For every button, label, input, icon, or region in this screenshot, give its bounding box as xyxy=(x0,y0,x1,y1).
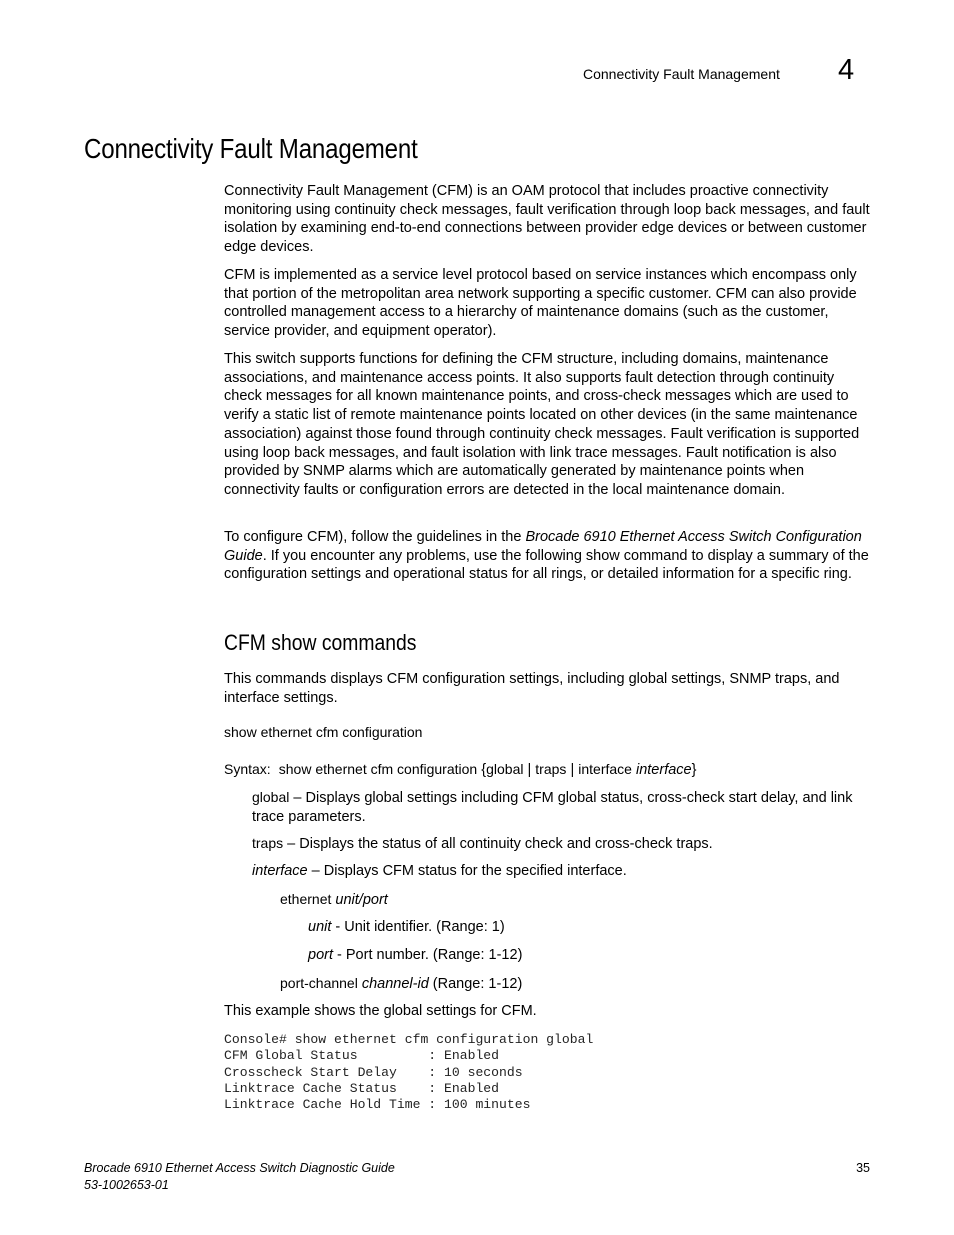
param-description: – Displays CFM status for the specified interface. xyxy=(307,863,627,879)
param-ethernet xyxy=(280,891,388,908)
code-example xyxy=(224,1032,593,1113)
text-before: To configure CFM), follow the guidelines in the xyxy=(224,529,526,545)
syntax-separator: | xyxy=(523,762,536,778)
param-description: – Displays the status of all continuity check and cross-check traps. xyxy=(283,836,713,852)
code-line: CFM Global Status : Enabled xyxy=(224,1048,500,1064)
param-keyword: ethernet xyxy=(280,891,332,907)
syntax-line xyxy=(224,761,696,778)
syntax-interface-param: interface xyxy=(635,762,692,778)
paragraph-text: This switch supports functions for defining the CFM structure, including domains, maintenance associations, and maintenance access points. It also supports fault detection through continuity check messages for all known maintenance points, and cross-check messages which are used to verify a static list of remote maintenance points located on other devices (in the same maintenance association) against those found through continuity check messages. Fault verification is supported using loop back messages, and fault isolation with link trace messages. Fault notification is also provided by SNMP alarms which are automatically generated by maintenance points when connectivity faults or configuration errors are detected in the local maintenance domain. xyxy=(224,351,860,498)
text-after: . If you encounter any problems, use the following show command to display a summary of the configuration settings and operational status for all rings, or detailed information for a specific ring. xyxy=(224,547,869,583)
paragraph-configure xyxy=(224,528,874,584)
section-title: Connectivity Fault Management xyxy=(84,133,418,164)
param-port xyxy=(308,947,522,963)
param-traps xyxy=(252,835,713,852)
param-argument: channel-id xyxy=(361,976,429,992)
paragraph-1 xyxy=(224,182,874,257)
param-description: - Unit identifier. (Range: 1) xyxy=(331,919,505,935)
syntax-option-interface: interface xyxy=(578,761,632,777)
footer-doc-number: 53-1002653-01 xyxy=(84,1178,169,1192)
param-global xyxy=(252,788,874,826)
syntax-separator: | xyxy=(566,762,579,778)
code-line: Crosscheck Start Delay : 10 seconds xyxy=(224,1064,523,1080)
param-keyword: port xyxy=(308,947,333,963)
param-unit xyxy=(308,919,505,935)
syntax-close-brace: } xyxy=(691,762,697,778)
param-argument: unit/port xyxy=(335,892,388,908)
param-interface xyxy=(252,863,627,879)
syntax-command: show ethernet cfm configuration xyxy=(278,761,478,777)
syntax-label: Syntax: xyxy=(224,761,271,777)
paragraph-text: This commands displays CFM configuration settings, including global settings, SNMP traps, and interface settings. xyxy=(224,671,840,706)
subsection-intro xyxy=(224,670,874,707)
param-keyword: unit xyxy=(308,919,332,935)
syntax-open-brace: { xyxy=(481,762,487,778)
guide-title-reference: Brocade 6910 Ethernet Access Switch Configuration Guide xyxy=(224,529,862,564)
param-description: (Range: 1-12) xyxy=(428,976,523,992)
footer-guide-title: Brocade 6910 Ethernet Access Switch Diagnostic Guide xyxy=(84,1161,395,1175)
param-keyword: port-channel xyxy=(280,975,358,991)
param-description: - Port number. (Range: 1-12) xyxy=(333,947,523,963)
syntax-option-global: global xyxy=(486,761,524,777)
code-line: Linktrace Cache Status : Enabled xyxy=(224,1080,500,1096)
paragraph-2 xyxy=(224,266,874,341)
code-line: Console# show ethernet cfm configuration global xyxy=(224,1032,594,1047)
param-description: – Displays global settings including CFM global status, cross-check start delay, and link trace parameters. xyxy=(252,790,853,825)
code-line: Linktrace Cache Hold Time : 100 minutes xyxy=(224,1097,531,1113)
example-intro: This example shows the global settings for CFM. xyxy=(224,1003,537,1019)
command-heading: show ethernet cfm configuration xyxy=(224,724,423,740)
paragraph-3 xyxy=(224,350,874,500)
running-header-title: Connectivity Fault Management xyxy=(583,66,780,82)
paragraph-text xyxy=(224,528,874,584)
param-keyword: global xyxy=(252,789,290,805)
param-keyword: traps xyxy=(252,835,284,851)
param-port-channel xyxy=(280,975,522,992)
paragraph-text: Connectivity Fault Management (CFM) is an OAM protocol that includes proactive connectivity monitoring using continuity check messages, fault verification through loop back messages, and fault isolation by examining end-to-end connections between provider edge devices or between customer edge devices. xyxy=(224,183,870,256)
param-keyword: interface xyxy=(252,863,308,879)
footer-page-number: 35 xyxy=(856,1161,870,1175)
paragraph-text: CFM is implemented as a service level protocol based on service instances which encompass only that portion of the metropolitan area network supporting a specific customer. CFM can also provide controlled management access to a hierarchy of maintenance domains (such as the customer, service provider, and equipment operator). xyxy=(224,267,857,340)
subsection-title: CFM show commands xyxy=(224,630,417,655)
syntax-option-traps: traps xyxy=(535,761,567,777)
chapter-number: 4 xyxy=(838,54,855,86)
